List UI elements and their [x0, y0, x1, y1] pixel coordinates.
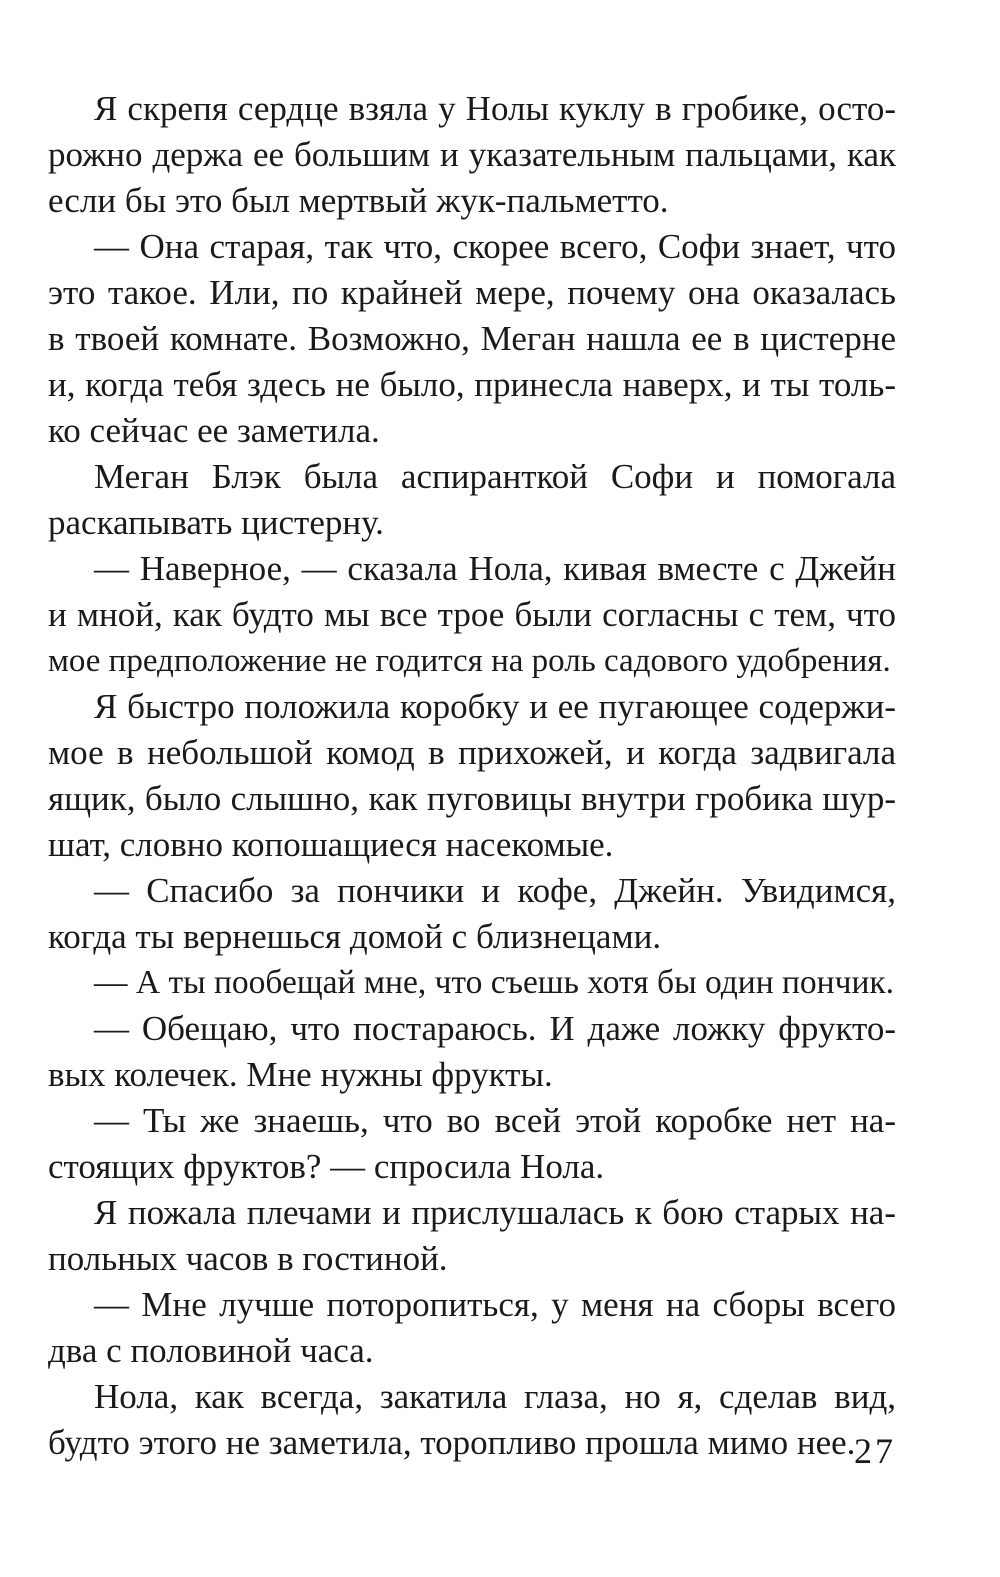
text-line: будто этого не заметила, торопливо прошла мимо нее. [48, 1423, 856, 1462]
paragraph [48, 1282, 896, 1374]
text-line: это такое. Или, по крайней мере, почему она оказалась [48, 273, 896, 312]
text-line: два с половиной часа. [48, 1331, 374, 1370]
paragraph [48, 1006, 896, 1098]
text-line: если бы это был мертвый жук-пальметто. [48, 181, 669, 220]
text-line: — Обещаю, что постараюсь. И даже ложку фрукто- [94, 1009, 896, 1048]
text-line: в твоей комнате. Возможно, Меган нашла ее в цистерне [48, 319, 896, 358]
text-line: стоящих фруктов? — спросила Нола. [48, 1147, 605, 1186]
text-line: мое предположение не годится на роль садового удобрения. [48, 643, 891, 679]
paragraph [48, 546, 896, 684]
paragraph [48, 1374, 896, 1466]
text-line: польных часов в гостиной. [48, 1239, 448, 1278]
text-line: Я быстро положила коробку и ее пугающее содержи- [94, 687, 896, 726]
text-line: рожно держа ее большим и указательным пальцами, как [48, 135, 896, 174]
text-line: — Наверное, — сказала Нола, кивая вместе с Джейн [94, 549, 896, 588]
paragraph [48, 1190, 896, 1282]
text-line: — А ты пообещай мне, что съешь хотя бы один пончик. [94, 964, 895, 1001]
text-line: ко сейчас ее заметила. [48, 411, 380, 450]
paragraph [48, 86, 896, 224]
text-line: Меган Блэк была аспиранткой Софи и помогала [94, 457, 896, 496]
paragraph [48, 454, 896, 546]
text-line: — Ты же знаешь, что во всей этой коробке нет на- [94, 1101, 896, 1140]
text-line: мое в небольшой комод в прихожей, и когда задвигала [48, 733, 896, 772]
text-line: когда ты вернешься домой с близнецами. [48, 917, 662, 956]
paragraph [48, 224, 896, 454]
text-line: — Она старая, так что, скорее всего, Софи знает, что [94, 227, 896, 266]
text-line: и, когда тебя здесь не было, принесла наверх, и ты толь- [48, 365, 896, 404]
text-line: Я пожала плечами и прислушалась к бою старых на- [94, 1193, 896, 1232]
paragraph [48, 868, 896, 960]
page-number: 27 [854, 1431, 896, 1471]
text-line: Я скрепя сердце взяла у Нолы куклу в гробике, осто- [94, 89, 896, 128]
text-line: шат, словно копошащиеся насекомые. [48, 825, 614, 864]
body-text [48, 86, 896, 1466]
text-line: ящик, было слышно, как пуговицы внутри гробика шур- [48, 779, 896, 818]
text-line: — Спасибо за пончики и кофе, Джейн. Увидимся, [94, 871, 896, 910]
text-line: Нола, как всегда, закатила глаза, но я, сделав вид, [94, 1377, 896, 1416]
text-line: вых колечек. Мне нужны фрукты. [48, 1055, 553, 1094]
text-line: — Мне лучше поторопиться, у меня на сборы всего [94, 1285, 896, 1324]
text-line: и мной, как будто мы все трое были согласны с тем, что [48, 595, 896, 634]
paragraph [48, 684, 896, 868]
text-line: раскапывать цистерну. [48, 503, 384, 542]
paragraph [48, 1098, 896, 1190]
paragraph [48, 960, 896, 1006]
